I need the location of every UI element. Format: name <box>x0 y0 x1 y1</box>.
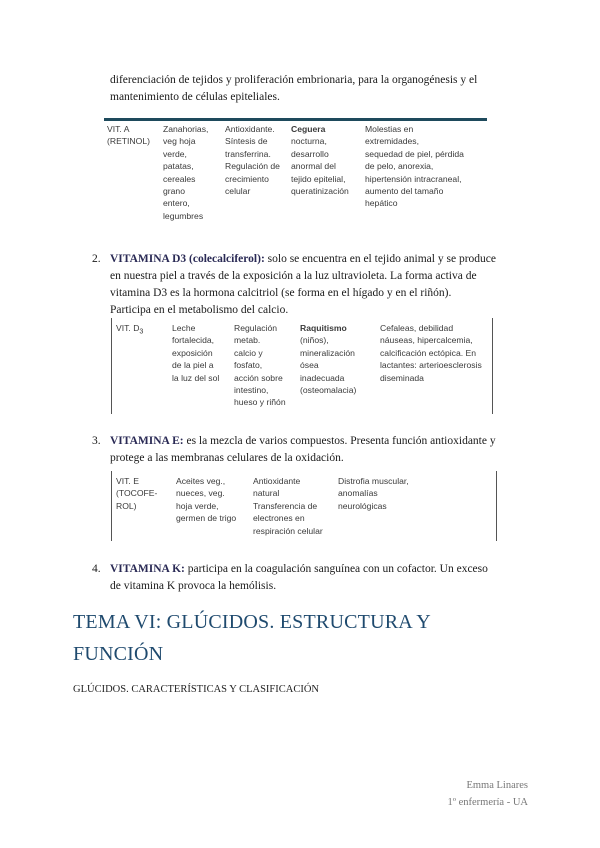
table-cell: Molestias en extremidades, sequedad de piel, pérdida de pelo, anorexia, hipertensión intracraneal, aumento del tamaño hepático <box>365 124 464 209</box>
table-row <box>113 473 496 537</box>
list-number: 2. <box>92 253 101 265</box>
vitamin-d-subscript: 3 <box>139 327 144 336</box>
table-cell: VIT. E (TOCOFE- ROL) <box>116 476 158 511</box>
table-cell <box>113 320 169 409</box>
paragraph-line: en nuestra piel a través de la exposición a la luz ultravioleta. La forma activa de <box>110 270 477 282</box>
heading-line: FUNCIÓN <box>73 643 164 665</box>
disease-title: Raquitismo <box>300 323 347 333</box>
intro-line: mantenimiento de células epiteliales. <box>110 91 280 103</box>
paragraph-text: participa en la coagulación sanguínea con un cofactor. Un exceso <box>184 563 488 575</box>
table-cell: Aceites veg., nueces, veg. hoja verde, germen de trigo <box>176 476 237 524</box>
chapter-heading <box>73 606 543 670</box>
table-cell: Distrofia muscular, anomalías neurológicas <box>338 476 409 511</box>
table-row <box>113 320 492 409</box>
intro-line: diferenciación de tejidos y proliferación embrionaria, para la organogénesis y el <box>110 74 478 86</box>
paragraph-line: Participa en el metabolismo del calcio. <box>110 304 289 316</box>
vitamin-e-paragraph <box>110 433 496 467</box>
footer-author: Emma Linares <box>466 780 528 791</box>
table-cell: VIT. A (RETINOL) <box>107 124 150 147</box>
table-cell <box>288 121 362 222</box>
paragraph-line: protege a las membranas celulares de la oxidación. <box>110 452 344 464</box>
table-cell-text: nocturna, desarrollo anormal del tejido epitelial, queratinización <box>291 136 349 197</box>
vitamin-d-table <box>113 320 492 409</box>
list-number: 3. <box>92 435 101 447</box>
vitamin-e-title: VITAMINA E: <box>110 435 184 447</box>
table-cell: Zanahorias, veg hoja verde, patatas, cereales grano entero, legumbres <box>163 124 209 221</box>
paragraph-text: es la mezcla de varios compuestos. Presenta función antioxidante y <box>183 435 496 447</box>
table-d-right-border <box>492 318 493 414</box>
disease-title: Ceguera <box>291 124 326 134</box>
vitamin-d3-paragraph <box>110 251 496 319</box>
vitamin-e-table <box>113 473 496 537</box>
table-cell: Leche fortalecida, exposición de la piel a la luz del sol <box>172 323 220 383</box>
footer-course: 1º enfermería - UA <box>447 797 528 808</box>
vitamin-d-label: VIT. D <box>116 323 140 333</box>
intro-paragraph <box>110 72 477 106</box>
paragraph-line: vitamina D3 es la hormona calcitriol (se forma en el hígado y en el riñón). <box>110 287 452 299</box>
vitamin-k-title: VITAMINA K: <box>110 563 185 575</box>
table-cell: Regulación metab. calcio y fosfato, acción sobre intestino, hueso y riñón <box>234 323 286 408</box>
table-cell <box>297 320 377 409</box>
paragraph-line: de vitamina K provoca la hemólisis. <box>110 580 277 592</box>
table-d-left-border <box>111 318 112 414</box>
table-row <box>104 121 487 222</box>
paragraph-text: solo se encuentra en el tejido animal y se produce <box>264 253 496 265</box>
list-number: 4. <box>92 563 101 575</box>
table-cell: Cefaleas, debilidad náuseas, hipercalcemia, calcificación ectópica. En lactantes: arterioesclerosis diseminada <box>380 323 482 383</box>
table-cell: Antioxidante. Síntesis de transferrina. Regulación de crecimiento celular <box>225 124 280 197</box>
section-subheading: GLÚCIDOS. CARACTERÍSTICAS Y CLASIFICACIÓN <box>73 684 319 695</box>
table-cell-text: (niños), mineralización ósea inadecuada (osteomalacia) <box>300 335 357 396</box>
heading-line: TEMA VI: GLÚCIDOS. ESTRUCTURA Y <box>73 611 431 633</box>
table-cell: Antioxidante natural Transferencia de electrones en respiración celular <box>253 476 323 536</box>
vitamin-a-table <box>104 121 487 222</box>
vitamin-k-paragraph <box>110 561 488 595</box>
vitamin-d3-title: VITAMINA D3 (colecalciferol): <box>110 253 265 265</box>
table-e-left-border <box>111 471 112 541</box>
table-e-right-border <box>496 471 497 541</box>
